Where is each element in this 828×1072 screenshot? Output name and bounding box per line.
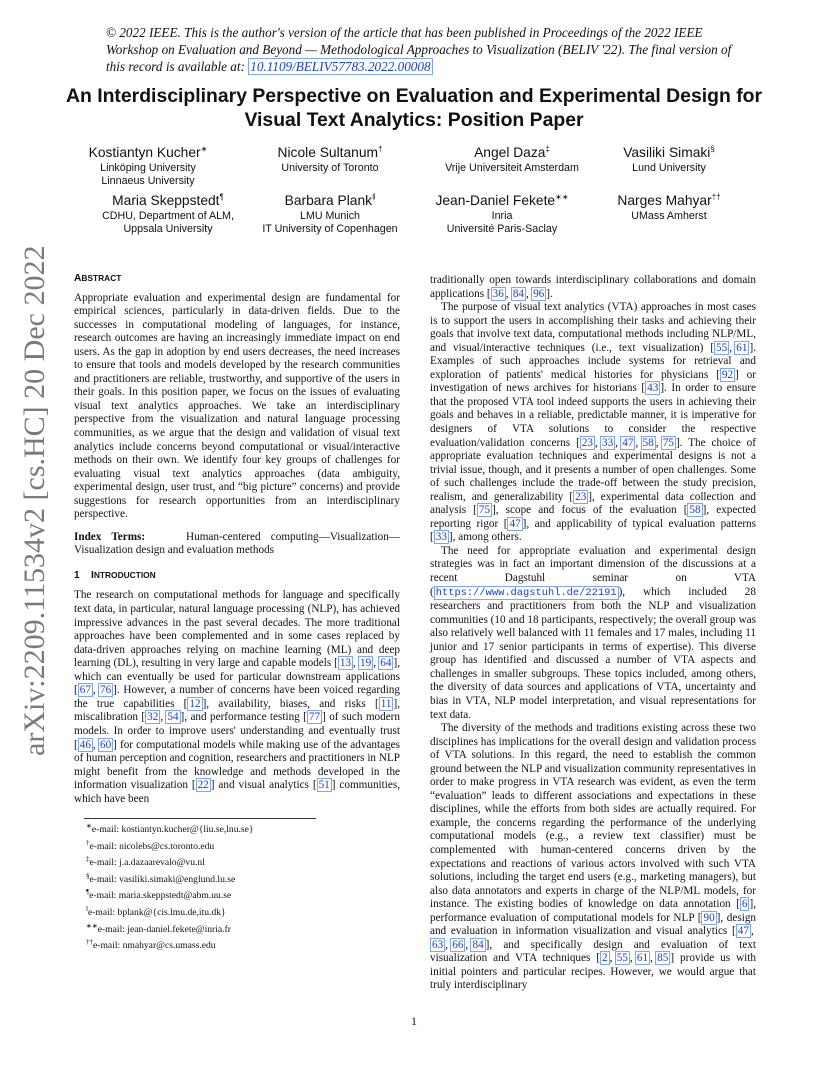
author-name: Vasiliki Simaki§ (623, 144, 715, 160)
dagstuhl-url-link[interactable]: https://www.dagstuhl.de/22191 (435, 586, 617, 599)
author-affiliation: LMU Munich (300, 210, 360, 222)
citation-link[interactable]: 47 (737, 925, 749, 938)
citation-link[interactable]: 36 (492, 287, 504, 300)
author-affiliation: Uppsala University (123, 223, 213, 235)
citation-link[interactable]: 23 (581, 436, 593, 449)
abstract-text: Appropriate evaluation and experimental design are fundamental for empirical sciences, particularly in data-driven fields. Due to the successes in computational modeling of languages, for instance, research outcomes are having an increasingly immediate impact on end users. As the gap in adoption by end users decreases, the need increases to ensure that tools and models developed by the research communities and practitioners are reliable, trustworthy, and supportive of the users in their goals. In this position paper, we focus on the issues of evaluating visual text analytics approaches. We take an interdisciplinary perspective from the visualization and natural language processing communities, as we argue that the design and validation of visual text analytics include concerns beyond computational or visual/interactive methods on their own. We identify four key groups of challenges for evaluating visual text analytics approaches (data ambiguity, experimental design, user trust, and “big picture” concerns) and provide suggestions for research opportunities from an interdisciplinary perspective. (74, 291, 400, 521)
body-paragraph: The diversity of the methods and traditions existing across these two disciplines has implications for the overall design and validation process of VTA solutions. In this regard, the need to establish the common ground between the NLP and visualization community representatives in order to make progress in VTA research was evident, as even the term “evaluation” leads to different associations and expectations in these disciplines, while the efforts from both sides are actually required. For example, the concerns regarding the performance of the underlying computational models (e.g., a review text classifier) must be complemented with human-centered concerns driven by the expectations and reactions of various actors involved with such VTA solutions, including the target end users (e.g., marketing managers), but also data annotators and experts in charge of the NLP/ML models, for instance. The existing bodies of knowledge on data annotation [ 6 ], performance evaluation of computational models for NLP [ 90 ], design and evaluation in information visualization and visual analytics [ 47 , 63 , 66 , 84 ], and specifically design and evaluation of text visualization and VTA techniques [ 2 , 55 , 61 , 85 ] provide us with initial pointers and particular recipes. However, we would argue that truly interdisciplinary (430, 722, 757, 992)
author-name: Jean-Daniel Fekete∗∗ (435, 192, 569, 208)
abstract-heading: ABSTRACT (74, 273, 122, 284)
citation-link[interactable]: 19 (360, 657, 372, 670)
author-affiliation: University of Toronto (281, 162, 379, 174)
author-plank (235, 192, 425, 236)
notice-text: © 2022 IEEE. This is the author's version of the article that has been published in Proceedings of the 2022 IEEE Workshop on Evaluation and Beyond — Methodological Approaches to Visualization (BELIV '22). The final version of this record is available at: (106, 25, 732, 74)
left-column (74, 272, 400, 806)
body-paragraph: traditionally open towards interdisciplinary collaborations and domain applications [ 36 , 84 , 96 ]. (430, 274, 756, 300)
citation-link[interactable]: 67 (79, 684, 91, 697)
citation-link[interactable]: 33 (602, 436, 614, 449)
body-paragraph: The purpose of visual text analytics (VTA) approaches in most cases is to support the users in accomplishing their tasks and achieving their goals that involve text data, computational methods including NLP/ML, and visual/interactive techniques (i.e., text visualization) [ 55 , 61 ]. Examples of such approaches include systems for retrieval and exploration of patients' medical histories for physicians [ 92 ] or investigation of news archives for historians [ 43 ]. In order to ensure that the proposed VTA tool indeed supports the users in achieving their goals and behaves in a reliable, predictable manner, it is imperative for designers of VTA solutions to consider the respective evaluation/validation concerns [ 23 , 33 , 47 , 58 , 75 ]. The choice of appropriate evaluation techniques and experimental designs is not a trivial issue, though, and it presents a number of open challenges. Some of such challenges include the trade-off between the study precision, realism, and generalizability [ 23 ], experimental data collection and analysis [ 75 ], scope and focus of the evaluation [ 58 ], expected reporting rigor [ 47 ], and applicability of typical evaluation patterns [ 33 ], among others. (430, 301, 756, 544)
citation-link[interactable]: 51 (318, 779, 330, 792)
citation-link[interactable]: 76 (99, 684, 112, 697)
citation-link[interactable]: 61 (636, 952, 649, 965)
footnote-rule (84, 818, 316, 819)
author-name: Nicole Sultanum† (277, 144, 383, 160)
footnote: ††e-mail: nmahyar@cs.umass.edu (86, 938, 216, 952)
citation-link[interactable]: 32 (147, 711, 159, 724)
citation-link[interactable]: 55 (716, 341, 728, 354)
author-name: Kostiantyn Kucher∗ (88, 144, 208, 160)
paper-title: An Interdisciplinary Perspective on Evaluation and Experimental Design for Visual Text Analytics: Position Paper (65, 85, 763, 131)
author-affiliation: Linnaeus University (101, 175, 195, 187)
footnote: ∗e-mail: kostiantyn.kucher@{liu.se,lnu.se} (86, 822, 254, 836)
author-mahyar (574, 192, 764, 223)
doi-link[interactable]: 10.1109/BELIV57783.2022.00008 (250, 59, 431, 74)
author-sultanum (235, 144, 425, 175)
citation-link[interactable]: 90 (703, 911, 715, 924)
author-affiliation: CDHU, Department of ALM, (102, 210, 234, 222)
citation-link[interactable]: 84 (512, 287, 525, 300)
footnote: ‡e-mail: j.a.dazaarevalo@vu.nl (86, 855, 205, 869)
citation-link[interactable]: 11 (380, 697, 392, 710)
citation-link[interactable]: 47 (509, 517, 521, 530)
body-paragraph: The need for appropriate evaluation and experimental design strategies was in fact an important dimension of the discussions at a recent Dagstuhl seminar on VTA ( https://www.dagstuhl.de/22191 ), which included 28 researchers and practitioners from both the NLP and visualization communities (10 and 18 participants, respectively; the overall group was also relatively well balanced with 11 females and 17 males, including 11 junior and 17 senior participants in terms of expertise). This diverse group has identified and discussed a number of VTA aspects and challenges in smaller subgroups. These topics included, among others, the diversity of data sources and applications of VTA, uncertainty and bias in VTA, NLP model interpretation, and visual representations for text data. (430, 544, 756, 721)
citation-link[interactable]: 2 (602, 952, 608, 965)
author-name: Barbara Plank‖ (284, 192, 376, 208)
footnote: †e-mail: nicolebs@cs.toronto.edu (86, 838, 215, 852)
citation-link[interactable]: 6 (741, 898, 748, 911)
author-affiliation: UMass Amherst (631, 210, 707, 222)
index-terms: Index Terms: Human-centered computing—Visualization—Visualization design and evaluation methods (74, 530, 400, 557)
citation-link[interactable]: 84 (472, 938, 484, 951)
citation-link[interactable]: 66 (452, 938, 464, 951)
citation-link[interactable]: 55 (616, 952, 628, 965)
page-number: 1 (411, 1014, 417, 1028)
citation-link[interactable]: 23 (575, 490, 587, 503)
citation-link[interactable]: 12 (189, 697, 201, 710)
citation-link[interactable]: 75 (662, 436, 674, 449)
citation-link[interactable]: 22 (197, 779, 209, 792)
citation-link[interactable]: 61 (736, 341, 748, 354)
citation-link[interactable]: 60 (99, 738, 112, 751)
author-affiliation: Université Paris-Saclay (446, 223, 558, 235)
footnote: §e-mail: vasiliki.simaki@englund.lu.se (86, 871, 236, 885)
right-column (430, 274, 756, 993)
footnote: ∗∗e-mail: jean-daniel.fekete@inria.fr (86, 921, 231, 935)
author-affiliation: Linköping University (100, 162, 196, 174)
citation-link[interactable]: 64 (380, 657, 392, 670)
author-affiliation: Lund University (632, 162, 706, 174)
citation-link[interactable]: 58 (689, 504, 701, 517)
citation-link[interactable]: 85 (657, 952, 669, 965)
citation-link[interactable]: 96 (533, 287, 545, 300)
citation-link[interactable]: 92 (721, 368, 734, 381)
citation-link[interactable]: 58 (642, 436, 654, 449)
author-fekete (407, 192, 597, 236)
author-affiliation: IT University of Copenhagen (262, 223, 398, 235)
copyright-notice (106, 24, 746, 75)
citation-link[interactable]: 63 (432, 938, 444, 951)
footnote: ¶e-mail: maria.skeppstedt@abm.uu.se (86, 888, 232, 902)
author-name: Maria Skeppstedt¶ (112, 192, 224, 208)
citation-link[interactable]: 77 (308, 711, 321, 724)
footnote: ‖e-mail: bplank@{cis.lmu.de,itu.dk} (86, 904, 226, 919)
author-kucher (53, 144, 243, 188)
citation-link[interactable]: 43 (647, 382, 659, 395)
author-affiliation: Vrije Universiteit Amsterdam (445, 162, 579, 174)
citation-link[interactable]: 47 (622, 436, 634, 449)
introduction-heading: 1 INTRODUCTION (74, 569, 156, 581)
citation-link[interactable]: 75 (478, 504, 491, 517)
citation-link[interactable]: 54 (167, 711, 179, 724)
author-name: Angel Daza‡ (474, 144, 550, 160)
author-name: Narges Mahyar†† (617, 192, 721, 208)
intro-paragraph: The research on computational methods for language and specifically text data, in particular, natural language processing (NLP), has achieved impressive advances in the past several decades. The more traditional approaches have been complemented and in some cases replaced by data-driven approaches relying on machine learning (ML) and deep learning (DL), resulting in very large and capable models [ 13 , 19 , 64 ], which can eventually be used for particular downstream applications [ 67 , 76 ]. However, a number of concerns have been voiced regarding the true capabilities [ 12 ], availability, biases, and risks [ 11 ], miscalibration [ 32 , 54 ], and performance testing [ 77 ] of such modern models. In order to improve users' understanding and eventually trust [ 46 , 60 ] for computational models while making use of the advantages of human perception and cognition, researchers and practitioners in NLP might benefit from the knowledge and methods developed in the information visualization [ 22 ] and visual analytics [ 51 ] communities, which have been (74, 589, 400, 805)
citation-link[interactable]: 46 (79, 738, 91, 751)
author-simaki (574, 144, 764, 175)
citation-link[interactable]: 33 (435, 531, 447, 544)
citation-link[interactable]: 13 (339, 657, 351, 670)
footnotes (74, 820, 404, 953)
author-affiliation: Inria (491, 210, 513, 222)
